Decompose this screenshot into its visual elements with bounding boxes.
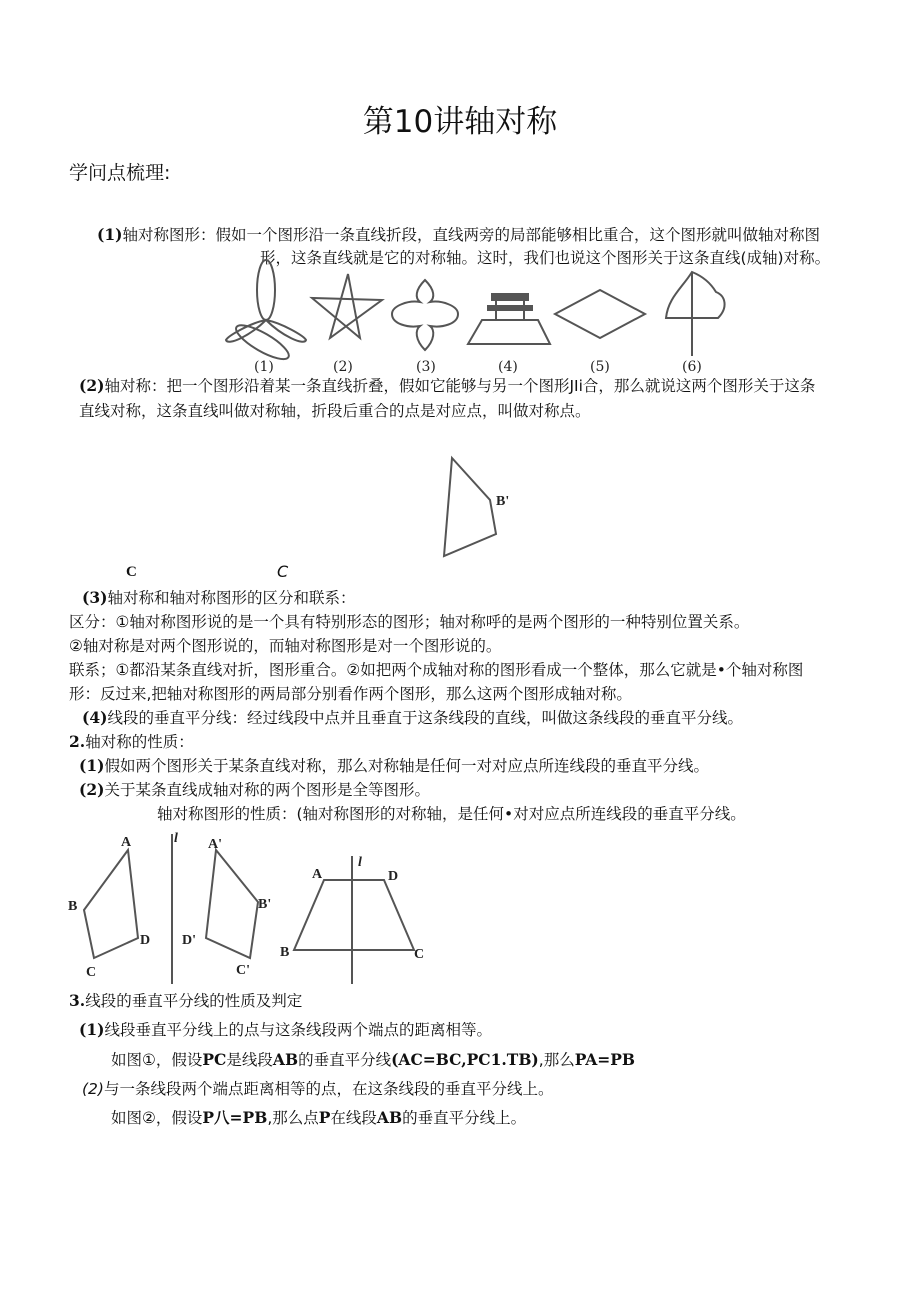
- p4-line: [82, 707, 743, 729]
- shape-4-table: [468, 294, 550, 344]
- page-title: 第10讲轴对称: [362, 104, 558, 140]
- label-b-prime: B': [496, 494, 510, 509]
- label-B-prime: B': [258, 897, 272, 912]
- shape-label-5: (5): [590, 359, 610, 375]
- p3-heading: [82, 587, 355, 609]
- s3-item2: [82, 1078, 553, 1100]
- s2-item2-text: 关于某条直线成轴对称的两个图形是全等图形。: [104, 781, 430, 799]
- ex2-mid2: 在线段: [330, 1109, 377, 1127]
- label-D: D: [140, 933, 151, 948]
- ex2-ab: AB: [376, 1108, 403, 1127]
- shape-label-3: (3): [416, 359, 436, 375]
- label-c-italic: C: [277, 562, 289, 581]
- shape-2-star: [312, 274, 382, 338]
- ex2-pre: 如图②，假设: [111, 1109, 203, 1127]
- shape-label-2: (2): [333, 359, 353, 375]
- p3-line3: 联系；①都沿某条直线对折，图形重合。②如把两个成轴对称的图形看成一个整体，那么它就是•个轴对称图: [69, 661, 804, 679]
- s2-heading-text: 轴对称的性质：: [85, 733, 194, 751]
- shape-label-1: (1): [254, 359, 274, 375]
- s2-item2-num: (2): [79, 780, 105, 799]
- ex1-pc: PC: [202, 1050, 227, 1069]
- label-A: A: [121, 835, 132, 850]
- s3-example1: [111, 1049, 635, 1071]
- shape-6-tree: [666, 272, 725, 356]
- label-D-prime: D': [182, 933, 196, 948]
- p1-text1: 轴对称图形：假如一个图形沿一条直线折段，直线两旁的局部能够相比重合，这个图形就叫做轴对称图: [122, 226, 820, 244]
- s3-item1-num: (1): [79, 1020, 105, 1039]
- p2-line2: 直线对称，这条直线叫做对称轴，折段后重合的点是对应点，叫做对称点。: [79, 402, 591, 420]
- ex2-mid: ,那么点: [267, 1109, 319, 1127]
- p1-line2: 形，这条直线就是它的对称轴。这时，我们也说这个图形关于这条直线(成轴)对称。: [260, 249, 831, 267]
- p2-line1: [79, 375, 815, 397]
- s3-example2: [111, 1107, 526, 1129]
- quadrilateral-figure: [436, 452, 516, 562]
- label-trap-C: C: [414, 947, 425, 962]
- shape-5-rhombus: [555, 290, 645, 338]
- label-trap-A: A: [312, 867, 323, 882]
- s2-item2: [79, 779, 430, 801]
- ex1-mid: 是线段: [226, 1051, 273, 1069]
- ex2-post: 的垂直平分线上。: [402, 1109, 527, 1127]
- s2-item1: [79, 755, 709, 777]
- ex2-pa-pb: P八=PB: [202, 1108, 268, 1127]
- s3-heading-text: 线段的垂直平分线的性质及判定: [85, 992, 303, 1010]
- p2-text1: 轴对称：把一个图形沿着某一条直线折叠，假如它能够与另一个图形JIi合，那么就说这两个图形关于这条: [104, 377, 816, 395]
- s3-heading-num: 3.: [69, 991, 86, 1010]
- p3-line1: 区分：①轴对称图形说的是一个具有特别形态的图形；轴对称呼的是两个图形的一种特别位置关系。: [69, 613, 750, 631]
- label-trap-D: D: [388, 869, 399, 884]
- p3-line4: 形：反过来,把轴对称图形的两局部分别看作两个图形，那么这两个图形成轴对称。: [69, 685, 632, 703]
- p2-num: (2): [79, 376, 105, 395]
- symmetric-shapes-figure: [220, 268, 740, 378]
- label-B: B: [68, 899, 78, 914]
- label-C-prime: C': [236, 963, 250, 978]
- ex1-ab: AB: [272, 1050, 299, 1069]
- shape-3-quatrefoil: [392, 280, 458, 350]
- ex1-result: PA=PB: [574, 1050, 636, 1069]
- shape-label-6: (6): [682, 359, 702, 375]
- p3-line2: ②轴对称是对两个图形说的，而轴对称图形是对一个图形说的。: [69, 637, 502, 655]
- label-l1: l: [174, 831, 178, 846]
- trapezoid-abcd: [294, 880, 414, 950]
- s3-item1: [79, 1019, 492, 1041]
- reflection-figure: [66, 828, 426, 988]
- s2-item1-num: (1): [79, 756, 105, 775]
- quad-abcd-prime: [206, 850, 258, 958]
- ex1-mid2: 的垂直平分线: [298, 1051, 392, 1069]
- p4-text: 线段的垂直平分线：经过线段中点并且垂直于这条线段的直线，叫做这条线段的垂直平分线。: [107, 709, 743, 727]
- s2-item1-text: 假如两个图形关于某条直线对称，那么对称轴是任何一对对应点所连线段的垂直平分线。: [104, 757, 709, 775]
- s3-item2-num: (2): [82, 1080, 104, 1098]
- p3-num: (3): [82, 588, 108, 607]
- label-l2: l: [358, 855, 362, 870]
- s3-heading: [69, 990, 302, 1012]
- ex2-p: P: [318, 1108, 331, 1127]
- s3-item1-text: 线段垂直平分线上的点与这条线段两个端点的距离相等。: [104, 1021, 492, 1039]
- label-c: C: [126, 564, 137, 580]
- p1-num: (1): [97, 225, 123, 244]
- p1-line1: [97, 224, 820, 246]
- s2-heading: [69, 731, 194, 753]
- shape-label-4: (4): [498, 359, 518, 375]
- ex1-condition: (AC=BC,PC1.TB): [391, 1050, 539, 1069]
- ex1-mid3: ,那么: [538, 1051, 575, 1069]
- section-heading: 学问点梳理:: [69, 162, 171, 184]
- s2-item3: 轴对称图形的性质：(轴对称图形的对称轴，是任何•对对应点所连线段的垂直平分线。: [157, 805, 746, 823]
- s2-heading-num: 2.: [69, 732, 86, 751]
- s3-item2-text: 与一条线段两个端点距离相等的点，在这条线段的垂直平分线上。: [103, 1080, 554, 1098]
- label-trap-B: B: [280, 945, 290, 960]
- ex1-pre: 如图①，假设: [111, 1051, 203, 1069]
- quad-abcd: [84, 850, 138, 958]
- label-C: C: [86, 965, 97, 980]
- p4-num: (4): [82, 708, 108, 727]
- shape-1-trefoil: [226, 260, 306, 365]
- p3-heading-text: 轴对称和轴对称图形的区分和联系：: [107, 589, 356, 607]
- label-A-prime: A': [208, 837, 222, 852]
